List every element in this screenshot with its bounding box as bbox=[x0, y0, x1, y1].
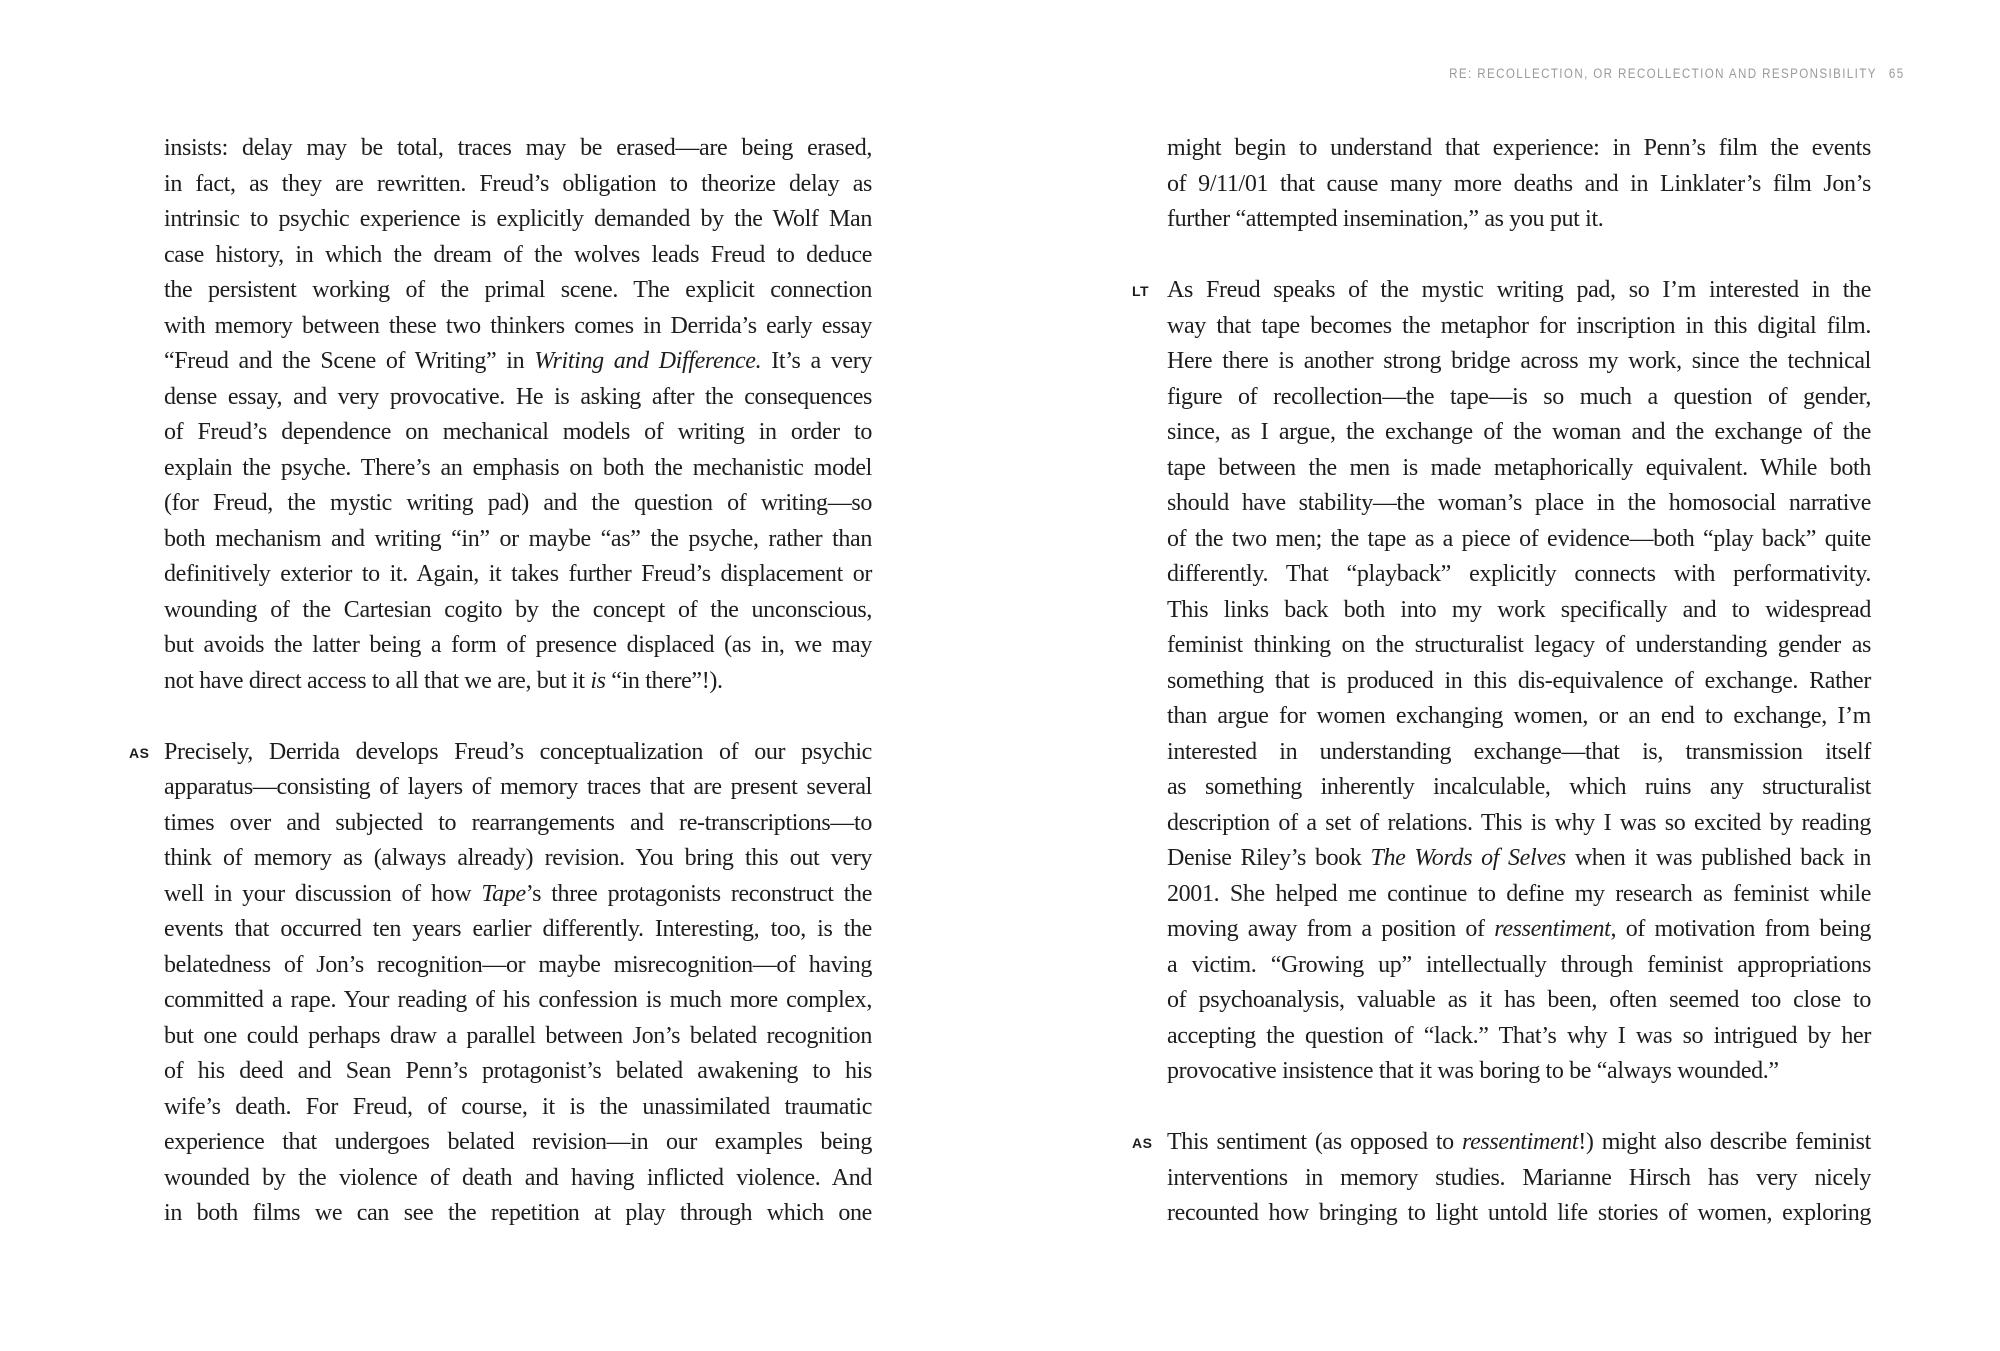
text-line: the persistent working of the primal scene. The explicit connection bbox=[164, 277, 872, 303]
text-line: think of memory as (always already) revision. You bring this out very bbox=[164, 845, 872, 871]
text-line: of psychoanalysis, valuable as it has been, often seemed too close to bbox=[1167, 987, 1871, 1013]
dialogue-paragraph-as bbox=[129, 735, 873, 1232]
text-line: not have direct access to all that we are, but it is “in there”!). bbox=[164, 667, 723, 694]
text-line: should have stability—the woman’s place in the homosocial narrative bbox=[1167, 490, 1871, 516]
text-line: “Freud and the Scene of Writing” in Writing and Difference. It’s a very bbox=[164, 348, 873, 374]
running-head-title: RE: RECOLLECTION, OR RECOLLECTION AND RESPONSIBILITY bbox=[1449, 66, 1877, 81]
text-line: events that occurred ten years earlier differently. Interesting, too, is the bbox=[164, 916, 872, 942]
text-line: of 9/11/01 that cause many more deaths and in Linklater’s film Jon’s bbox=[1167, 170, 1871, 197]
text-line: interventions in memory studies. Marianne Hirsch has very nicely bbox=[1167, 1164, 1871, 1191]
text-line: with memory between these two thinkers comes in Derrida’s early essay bbox=[164, 312, 872, 339]
text-line: This sentiment (as opposed to ressentiment!) might also describe feminist bbox=[1167, 1129, 1871, 1155]
text-line: but avoids the latter being a form of presence displaced (as in, we may bbox=[164, 632, 872, 658]
italic-title: The Words of Selves bbox=[1370, 845, 1566, 871]
left-column bbox=[129, 131, 873, 1267]
text-line: might begin to understand that experience: in Penn’s film the events bbox=[1167, 135, 1871, 161]
text-line: but one could perhaps draw a parallel between Jon’s belated recognition bbox=[164, 1022, 872, 1049]
text-line: of Freud’s dependence on mechanical models of writing in order to bbox=[164, 419, 872, 445]
text-line: As Freud speaks of the mystic writing pad, so I’m interested in the bbox=[1167, 277, 1871, 303]
text-line: accepting the question of “lack.” That’s why I was so intrigued by her bbox=[1167, 1022, 1871, 1049]
paragraph bbox=[164, 131, 872, 699]
text-line: description of a set of relations. This is why I was so excited by reading bbox=[1167, 809, 1871, 836]
running-head bbox=[1449, 66, 1905, 81]
italic-title: Writing and Difference. bbox=[534, 348, 762, 374]
text-line: times over and subjected to rearrangements and re-transcriptions—to bbox=[164, 809, 872, 836]
text-line: case history, in which the dream of the wolves leads Freud to deduce bbox=[164, 241, 872, 268]
text-line: Precisely, Derrida develops Freud’s conceptualization of our psychic bbox=[164, 738, 872, 765]
text-line: Denise Riley’s book The Words of Selves when it was published back in bbox=[1167, 845, 1872, 871]
text-line: dense essay, and very provocative. He is asking after the consequences bbox=[164, 383, 872, 410]
text-line: belatedness of Jon’s recognition—or maybe misrecognition—of having bbox=[164, 951, 872, 978]
speaker-tag: AS bbox=[1132, 1135, 1153, 1151]
text-line: wounded by the violence of death and having inflicted violence. And bbox=[164, 1164, 872, 1191]
text-line: a victim. “Growing up” intellectually through feminist appropriations bbox=[1167, 951, 1871, 978]
text-line: in both films we can see the repetition at play through which one bbox=[164, 1200, 872, 1226]
text-line: apparatus—consisting of layers of memory traces that are present several bbox=[164, 774, 872, 800]
text-line: provocative insistence that it was boring to be “always wounded.” bbox=[1167, 1058, 1779, 1084]
text-line: something that is produced in this dis-equivalence of exchange. Rather bbox=[1167, 667, 1871, 694]
text-line: interested in understanding exchange—that is, transmission itself bbox=[1167, 738, 1871, 765]
text-line: (for Freud, the mystic writing pad) and the question of writing—so bbox=[164, 490, 872, 516]
italic-title: is bbox=[590, 667, 606, 694]
speaker-tag: AS bbox=[129, 744, 150, 761]
italic-title: Tape bbox=[481, 880, 526, 907]
text-line: experience that undergoes belated revision—in our examples being bbox=[164, 1129, 872, 1155]
text-line: than argue for women exchanging women, or an end to exchange, I’m bbox=[1167, 703, 1871, 729]
italic-title: ressentiment bbox=[1462, 1129, 1579, 1155]
text-line: wife’s death. For Freud, of course, it is the unassimilated traumatic bbox=[164, 1093, 872, 1120]
italic-title: ressentiment bbox=[1494, 916, 1611, 942]
text-line: well in your discussion of how Tape’s three protagonists reconstruct the bbox=[164, 880, 873, 907]
dialogue-paragraph-as bbox=[1132, 1125, 1871, 1232]
text-line: explain the psyche. There’s an emphasis on both the mechanistic model bbox=[164, 454, 872, 481]
text-line: both mechanism and writing “in” or maybe “as” the psyche, rather than bbox=[164, 525, 872, 552]
text-line: 2001. She helped me continue to define my research as feminist while bbox=[1167, 880, 1871, 907]
speaker-tag: LT bbox=[1132, 283, 1150, 299]
text-line: wounding of the Cartesian cogito by the concept of the unconscious, bbox=[164, 596, 872, 623]
text-line: insists: delay may be total, traces may be erased—are being erased, bbox=[164, 135, 872, 161]
text-line: way that tape becomes the metaphor for inscription in this digital film. bbox=[1167, 312, 1871, 339]
text-line: of the two men; the tape as a piece of evidence—both “play back” quite bbox=[1167, 525, 1871, 552]
text-line: feminist thinking on the structuralist legacy of understanding gender as bbox=[1167, 632, 1871, 658]
text-line: differently. That “playback” explicitly connects with performativity. bbox=[1167, 561, 1871, 587]
text-line: definitively exterior to it. Again, it takes further Freud’s displacement or bbox=[164, 561, 872, 587]
text-line: moving away from a position of ressentiment, of motivation from being bbox=[1167, 916, 1871, 942]
text-line: intrinsic to psychic experience is explicitly demanded by the Wolf Man bbox=[164, 206, 872, 232]
text-line: This links back both into my work specifically and to widespread bbox=[1167, 596, 1871, 623]
text-line: recounted how bringing to light untold life stories of women, exploring bbox=[1167, 1200, 1871, 1226]
text-line: committed a rape. Your reading of his confession is much more complex, bbox=[164, 987, 872, 1013]
text-line: since, as I argue, the exchange of the woman and the exchange of the bbox=[1167, 419, 1871, 445]
right-column bbox=[1132, 131, 1872, 1267]
text-line: tape between the men is made metaphorically equivalent. While both bbox=[1167, 454, 1871, 481]
paragraph bbox=[1167, 131, 1871, 238]
text-line: figure of recollection—the tape—is so much a question of gender, bbox=[1167, 383, 1871, 410]
text-line: Here there is another strong bridge across my work, since the technical bbox=[1167, 348, 1871, 374]
text-line: as something inherently incalculable, which ruins any structuralist bbox=[1167, 774, 1871, 800]
page-number: 65 bbox=[1888, 66, 1905, 81]
text-line: of his deed and Sean Penn’s protagonist’s belated awakening to his bbox=[164, 1058, 872, 1084]
text-line: further “attempted insemination,” as you put it. bbox=[1167, 206, 1604, 232]
dialogue-paragraph-lt bbox=[1132, 273, 1872, 1090]
text-line: in fact, as they are rewritten. Freud’s obligation to theorize delay as bbox=[164, 170, 872, 197]
